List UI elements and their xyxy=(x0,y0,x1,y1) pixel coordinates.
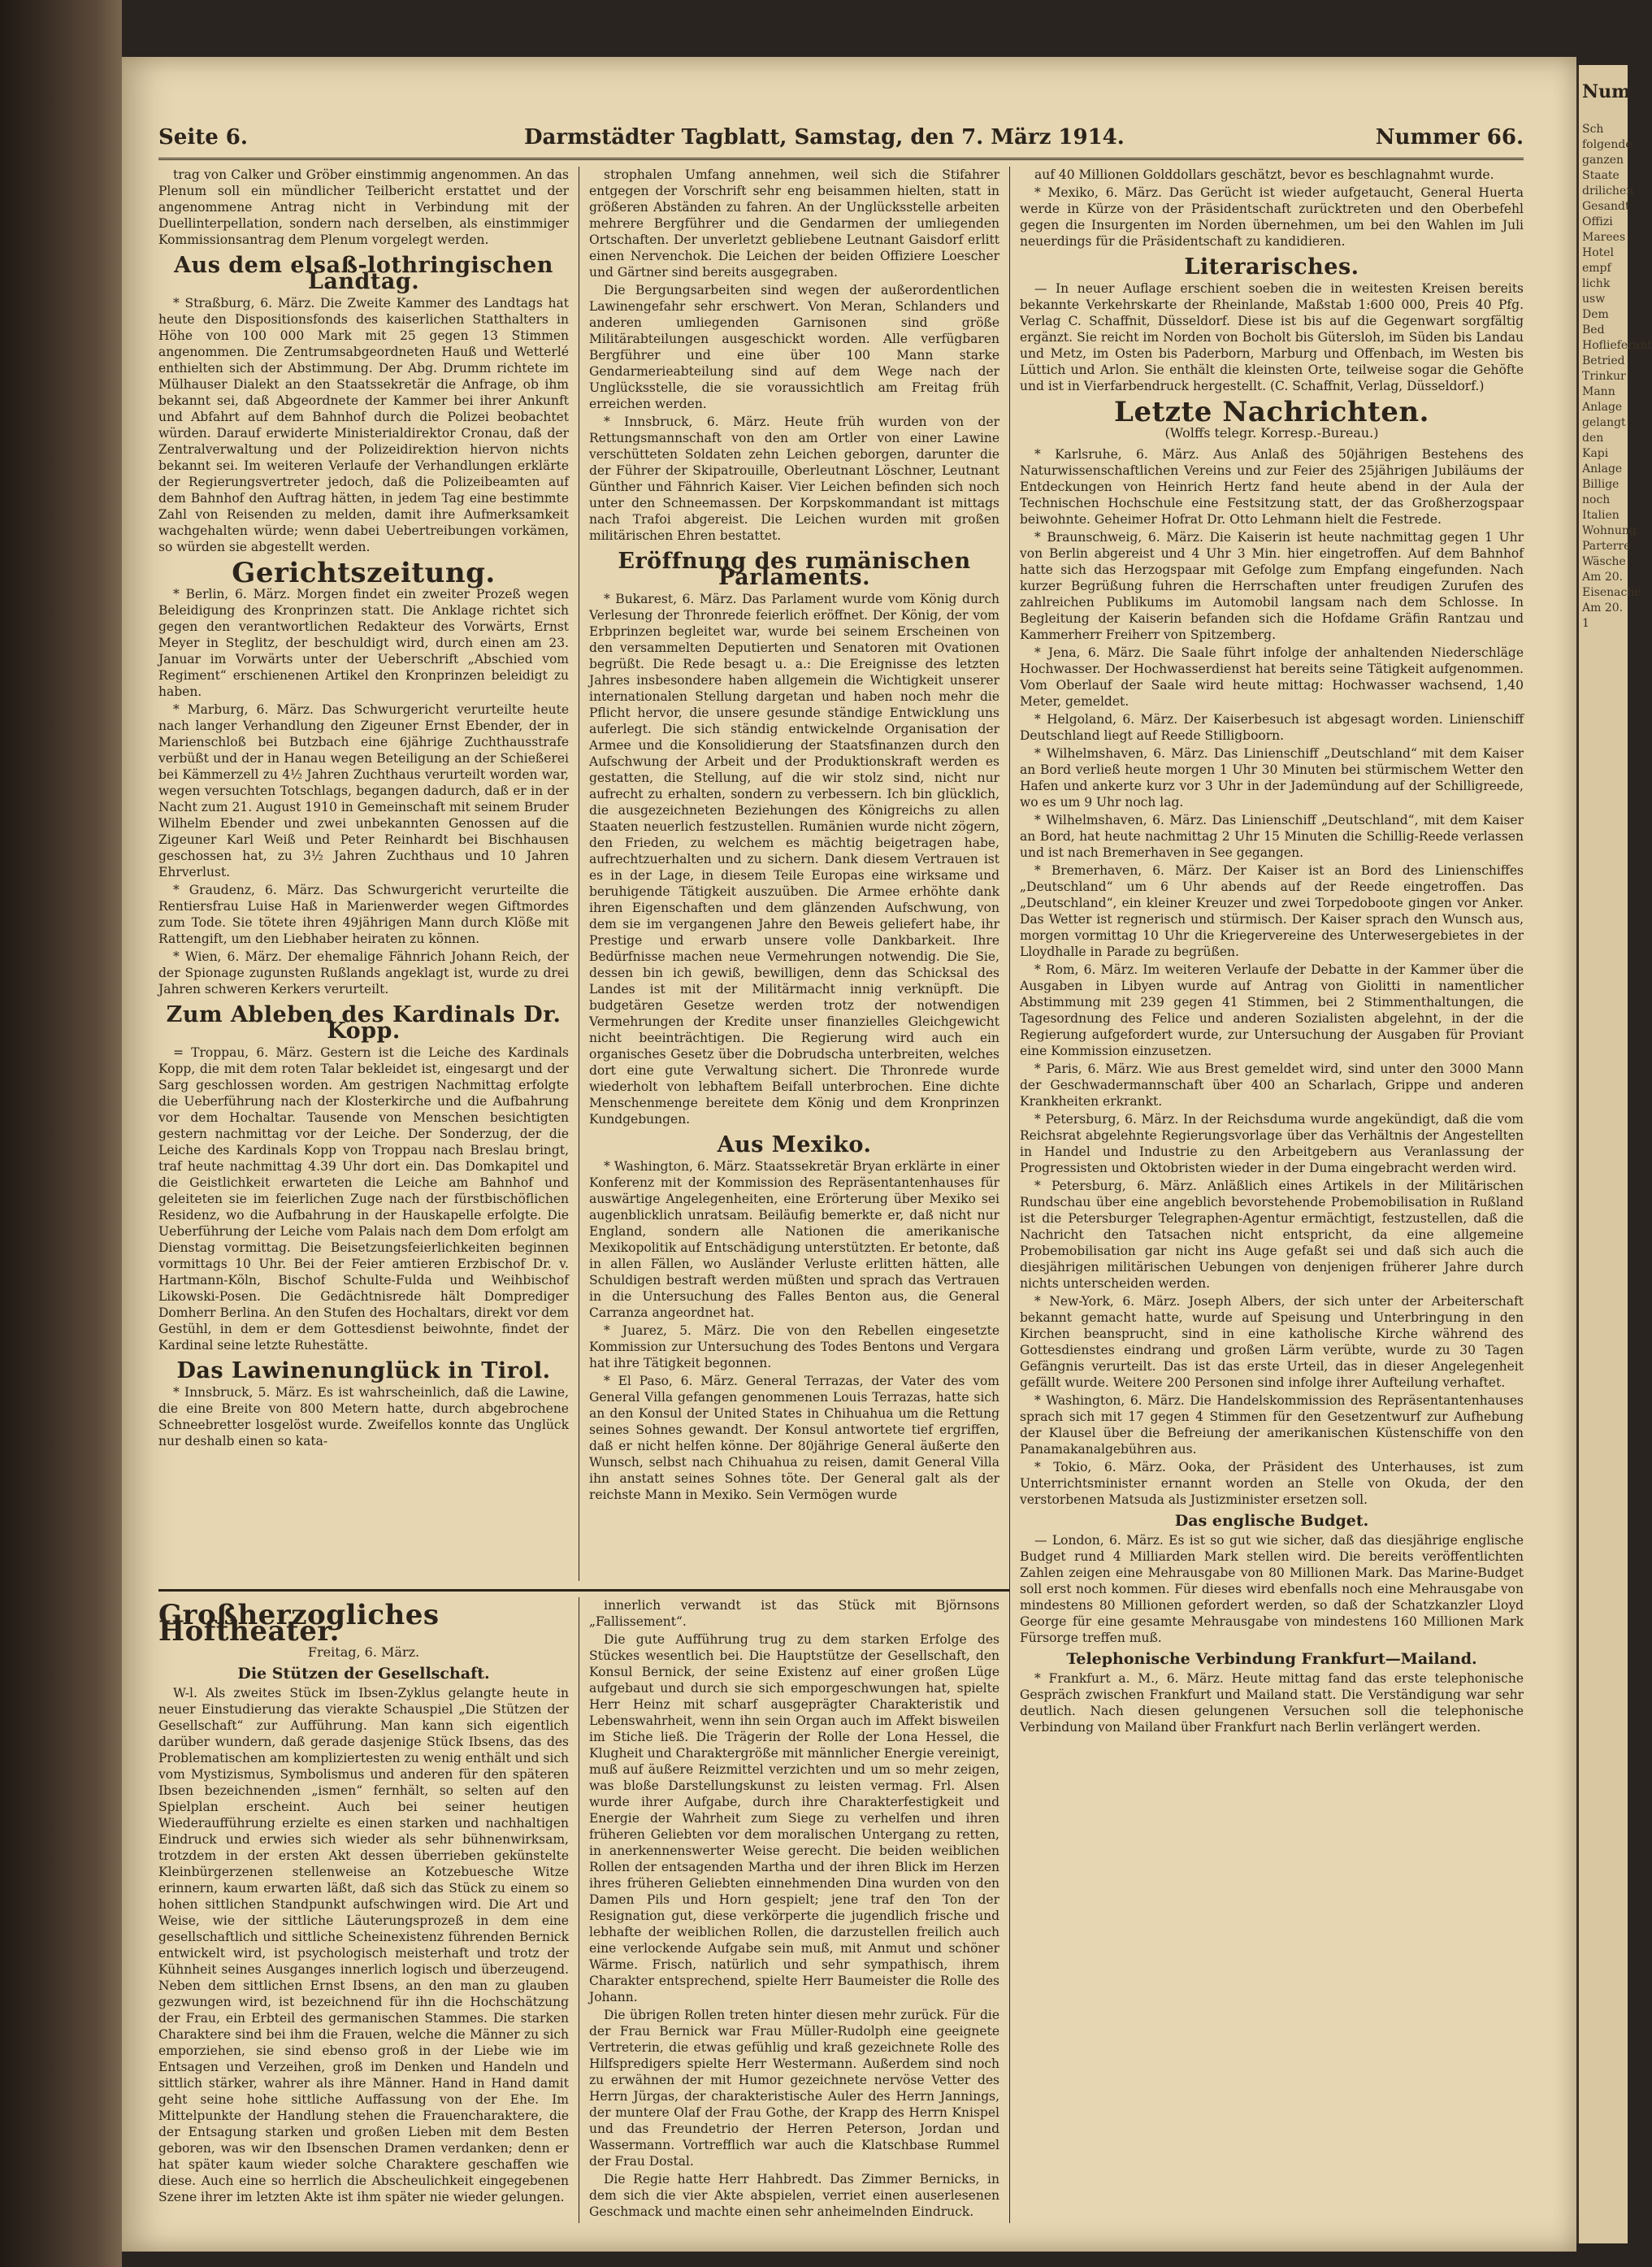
letzte-10: * Petersburg, 6. März. In der Reichsduma wurde angekündigt, daß die vom Reichsrat abgelehnte Regierungsvorlage über das Verhältnis der Angestellten in Handel und Industrie zu den Arbeitgebern aus Veranlassung der Progressisten und Oktobristen wieder in der Duma eingebracht werden wird. xyxy=(1020,1112,1524,1175)
letzte-5: * Wilhelmshaven, 6. März. Das Linienschiff „Deutschland“ mit dem Kaiser an Bord verließ heute morgen 1 Uhr 30 Minuten bei stürmischem Wetter den Hafen und ankerte kurz vor 3 Uhr in der Jademündung auf der Schilligreede, wo es um 9 Uhr noch lag. xyxy=(1020,746,1524,810)
headline-telephon: Telephonische Verbindung Frankfurt—Mailand. xyxy=(1066,1650,1477,1668)
col3-p2: * Mexiko, 6. März. Das Gerücht ist wieder aufgetaucht, General Huerta werde in Kürze von der Präsidentschaft zurücktreten und den Oberbefehl gegen die Insurgenten im Norden übernehmen, um bei den Wahlen im Juli neuerdings für die Präsidentschaft zu kandidieren. xyxy=(1020,185,1524,249)
headline-lawine: Das Lawinenunglück in Tirol. xyxy=(176,1358,551,1383)
newspaper-page xyxy=(122,57,1576,2252)
letzte-2: * Braunschweig, 6. März. Die Kaiserin ist heute nachmittag gegen 1 Uhr von Berlin abgereist und 4 Uhr 3 Min. hier eingetroffen. Auf dem Bahnhof hatte sich das Herzogspaar mit Gefolge zum Empfang eingefunden. Nach kurzer Begrüßung fuhren die Herrschaften unter freudigen Zurufen des zahlreichen Publikums im Automobil langsam nach dem Schlosse. In Begleitung der Kaiserin befanden sich die Hofdame Gräfin Rantzau und Kammerherr Freiherr von Spitzemberg. xyxy=(1020,530,1524,642)
headline-kopp: Zum Ableben des Kardinals Dr. Kopp. xyxy=(166,1002,562,1044)
article-literarisches: — In neuer Auflage erschient soeben die in weitesten Kreisen bereits bekannte Verkehrskarte der Rheinlande, Maßstab 1:600 000, Preis 40 Pfg. Verlag C. Schaffnit, Düsseldorf. Diese ist bis auf die Gegenwart sorgfältig ergänzt. Sie reicht im Norden von Bocholt bis Gütersloh, im Süden bis Landau und Metz, im Osten bis Paderborn, Marburg und Offenbach, im Westen bis Lüttich und Arlon. Sie enthält die kleinsten Orte, teilweise sogar die Gehöfte und ist in Vierfarbendruck hergestellt. (C. Schaffnit, Verlag, Düsseldorf.) xyxy=(1020,281,1524,393)
article-mexiko-1: * Washington, 6. März. Staatssekretär Bryan erklärte in einer Konferenz mit der Kommission des Repräsentantenhauses für auswärtige Angelegenheiten, eine Erörterung über Mexiko sei augenblicklich unratsam. Beiläufig bemerkte er, daß nicht nur England, sondern alle Nationen die amerikanische Mexikopolitik auf Entschädigung unterstützten. Er betonte, daß in allen Fällen, wo Ausländer Verluste erlitten hätten, alle Schuldigen bestraft werden müßten und sprach das Vertrauen in die Untersuchung des Falles Benton aus, die General Carranza angeordnet hat. xyxy=(589,1159,999,1320)
theater-column-a xyxy=(158,1597,569,2223)
article-mexiko-2: * Juarez, 5. März. Die von den Rebellen eingesetzte Kommission zur Untersuchung des Todes Bentons und Vergara hat ihre Tätigkeit begonnen. xyxy=(589,1323,999,1370)
adjacent-page-edge xyxy=(1576,65,1652,2243)
headline-hoftheater: Großherzogliches Hoftheater. xyxy=(158,1599,440,1648)
article-telephon: * Frankfurt a. M., 6. März. Heute mittag fand das erste telephonische Gespräch zwischen Frankfurt und Mailand statt. Die Verständigung war sehr deutlich. Nach diesen gelungenen Versuchen soll die telephonische Verbindung von Mailand über Frankfurt nach Berlin verlängert werden. xyxy=(1020,1671,1524,1735)
letzte-7: * Bremerhaven, 6. März. Der Kaiser ist an Bord des Linienschiffes „Deutschland“ um 6 Uhr abends auf der Reede eingetroffen. Das „Deutschland“, ein kleiner Kreuzer und zwei Torpedoboote gingen vor Anker. Das Wetter ist regnerisch und stürmisch. Der Kaiser sprach den Wunsch aus, morgen vormittag 10 Uhr die Kriegervereine des Unterwesergebietes in der Lloydhalle in Parade zu begrüßen. xyxy=(1020,863,1524,959)
article-gericht-1: * Berlin, 6. März. Morgen findet ein zweiter Prozeß wegen Beleidigung des Kronprinzen statt. Die Anklage richtet sich gegen den verantwortlichen Redakteur des Vorwärts, Ernst Meyer in Steglitz, der beschuldigt wird, durch einen am 23. Januar im Vorwärts unter der Ueberschrift „Abschied vom Regiment“ erschienenen Artikel den Kronprinzen beleidigt zu haben. xyxy=(158,587,569,699)
masthead-line: Darmstädter Tagblatt, Samstag, den 7. März 1914. xyxy=(524,125,1125,150)
article-gericht-4: * Wien, 6. März. Der ehemalige Fähnrich Johann Reich, der der Spionage zugunsten Rußlands angeklagt ist, wurde zu drei Jahren schweren Kerkers verurteilt. xyxy=(158,949,569,997)
col1-intro: trag von Calker und Gröber einstimmig angenommen. An das Plenum soll ein mündlicher Teilbericht erstattet und der angenommene Antrag nicht in Verbindung mit der Duellinterpellation, sondern nach derselben, als einstimmiger Kommissionsantrag dem Plenum vorgelegt werden. xyxy=(158,167,569,247)
letzte-14: * Tokio, 6. März. Ooka, der Präsident des Unterhauses, ist zum Unterrichtsminister ernannt worden an Stelle von Okuda, der den verstorbenen Matsuda als Justizminister ersetzen soll. xyxy=(1020,1460,1524,1507)
col2-p2: Die Bergungsarbeiten sind wegen der außerordentlichen Lawinengefahr sehr erschwert. Von Meran, Schlanders und anderen umliegenden Garnisonen sind größe Militärabteilungen ausgeschickt worden. Alle verfügbaren Bergführer und eine über 100 Mann starke Gendarmerieabteilung sind auf dem Wege nach der Unglücksstelle, die sie voraussichtlich am Freitag früh erreichen werden. xyxy=(589,283,999,411)
article-mexiko-3: * El Paso, 6. März. General Terrazas, der Vater des vom General Villa gefangen genommenen Louis Terrazas, hatte sich an den Konsul der United States in Chihuahua um die Rettung seines Sohnes gewandt. Der Konsul antwortete tief ergriffen, daß er nicht helfen könne. Der 80jährige General äußerte den Wunsch, selbst nach Chihuahua zu reisen, damit General Villa ihn anstatt seines Sohnes töte. Der General galt als der reichste Mann in Mexiko. Sein Vermögen wurde xyxy=(589,1374,999,1502)
headline-letzte-nachrichten: Letzte Nachrichten. xyxy=(1114,396,1429,428)
letzte-4: * Helgoland, 6. März. Der Kaiserbesuch ist abgesagt worden. Linienschiff Deutschland liegt auf Reede Stilligboorn. xyxy=(1020,712,1524,743)
col3-intro: auf 40 Millionen Golddollars geschätzt, bevor es beschlagnahmt wurde. xyxy=(1034,167,1494,182)
col2-p3: * Innsbruck, 6. März. Heute früh wurden von der Rettungsmannschaft von den am Ortler von einer Lawine verschütteten Soldaten zehn Leichen geborgen, darunter die der Führer der Skipatrouille, Oberleutnant Löschner, Leutnant Günther und Fähnrich Kaiser. Vier Leichen befinden sich noch unter den Schneemassen. Der Korpskommandant ist mittags nach Trafoi abgereist. Die Leichen wurden mit großen militärischen Ehren bestattet. xyxy=(589,415,999,543)
adjacent-page-header: Num xyxy=(1582,81,1631,102)
letzte-3: * Jena, 6. März. Die Saale führt infolge der anhaltenden Niederschläge Hochwasser. Der Hochwasserdienst hat bereits seine Tätigkeit aufgenommen. Vom Oberlauf der Saale wird heute mittag: Hochwasser wachsend, 1,40 Meter, gemeldet. xyxy=(1020,645,1524,709)
letzte-6: * Wilhelmshaven, 6. März. Das Linienschiff „Deutschland“, mit dem Kaiser an Bord, hat heute nachmittag 2 Uhr 15 Minuten die Schillig-Reede verlassen und ist nach Bremerhaven in See gegangen. xyxy=(1020,813,1524,860)
theater-date: Freitag, 6. März. xyxy=(307,1644,420,1660)
column-rule-2 xyxy=(1009,167,1010,2223)
article-lawine: * Innsbruck, 5. März. Es ist wahrscheinlich, daß die Lawine, die eine Breite von 800 Metern hatte, durch abgebrochene Schneebretter losgelöst wurde. Zweifellos konnte das Unglück nur deshalb einen so kata- xyxy=(158,1385,569,1448)
headline-gerichtszeitung: Gerichtszeitung. xyxy=(232,557,496,589)
theater-review-p3: Die gute Aufführung trug zu dem starken Erfolge des Stückes wesentlich bei. Die Hauptstütze der Gesellschaft, den Konsul Bernick, der seine Existenz auf einer großen Lüge aufgebaut und durch sie sich emporgeschwungen hat, spielte Herr Heinz mit scharf ausgeprägter Charakteristik und Lebenswahrheit, wenn ihn sein Organ auch im Affekt bisweilen im Stiche ließ. Die Trägerin der Rolle der Lona Hessel, die Klugheit und Charaktergröße mit männlicher Energie vereinigt, muß auf äußere Reizmittel verzichten und um so mehr zeigen, was bloße Darstellungskunst zu leisten vermag. Frl. Alsen wurde ihrer Aufgabe, durch ihre Charakterfestigkeit und Energie der Wahrheit zum Siege zu verhelfen und ihren früheren Geliebten vor dem moralischen Untergang zu retten, in anerkennenswerter Weise gerecht. Die beiden weiblichen Rollen der entsagenden Martha und der ihren Blick im Herzen ihres früheren Geliebten einnehmenden Dina wurden von den Damen Pils und Horn gespielt; jene traf den Ton der Resignation gut, diese verkörperte die jugendlich frische und lebhafte der weiblichen Rollen, die darzustellen freilich auch eine verlockende Aufgabe sein muß, mit Anmut und schöner Wärme. Frisch, natürlich und sehr sympathisch, ihrem Charakter entsprechend, spielte Herr Baumeister die Rolle des Johann. xyxy=(589,1632,999,2004)
letzte-11: * Petersburg, 6. März. Anläßlich eines Artikels in der Militärischen Rundschau über eine angeblich bevorstehende Probemobilisation in Rußland ist die Petersburger Telegraphen-Agentur ermächtigt, festzustellen, daß die Nachricht den Tatsachen nicht entspricht, da eine allgemeine Probemobilisation gar nicht ins Auge gefaßt sei und daß sich auch die diesjährigen militärischen Uebungen von denjenigen früherer Jahre durch nichts unterscheiden werden. xyxy=(1020,1179,1524,1291)
letzte-12: * New-York, 6. März. Joseph Albers, der sich unter der Arbeiterschaft bekannt gemacht hatte, wurde auf Speisung und Unterbringung in den Kirchen beansprucht, sind in eine katholische Kirche während des Gottesdienstes eindrang und großen Lärm verübte, wurde zu 30 Tagen Gefängnis verurteilt. Das ist das erste Urteil, das in dieser Angelegenheit gefällt wurde. Weitere 200 Personen sind infolge ihrer Aufteilung verhaftet. xyxy=(1020,1294,1524,1390)
theater-play-title: Die Stützen der Gesellschaft. xyxy=(237,1665,490,1683)
page-number: Seite 6. xyxy=(158,125,248,150)
headline-mexiko: Aus Mexiko. xyxy=(717,1132,872,1157)
column-2 xyxy=(589,167,999,1581)
article-landtag: * Straßburg, 6. März. Die Zweite Kammer des Landtags hat heute den Dispositionsfonds des kaiserlichen Statthalters in Höhe von 100 000 Mark mit 25 gegen 13 Stimmen angenommen. Die Zentrumsabgeordneten Hauß und Wetterlé enthielten sich der Abstimmung. Der Abg. Drumm richtete im Mülhauser Dialekt an den Staatssekretär die Anfrage, ob ihm bekannt sei, daß Abgeordnete der Kammer bei ihrer Ankunft und Abfahrt auf dem Bahnhof durch die Polizei beobachtet würden. Darauf erwiderte Ministerialdirektor Cronau, daß der Zentralverwaltung und der Polizeidirektion hiervon nichts bekannt sei. Im weiteren Verlaufe der Verhandlungen erklärte der Regierungsvertreter jedoch, daß die Polizeibeamten auf dem Bahnhof den Auftrag hätten, in jedem Tag eine bestimmte Zahl von Reisenden zu melden, damit ihre Aufmerksamkeit wachgehalten würde; wenn dabei Uebertreibungen vorkämen, so würden sie abgestellt werden. xyxy=(158,296,569,554)
page-header xyxy=(158,122,1524,160)
letzte-nachrichten-source: (Wolffs telegr. Korresp.-Bureau.) xyxy=(1164,425,1379,441)
letzte-13: * Washington, 6. März. Die Handelskommission des Repräsentantenhauses sprach sich mit 17 gegen 4 Stimmen für den Gesetzentwurf zur Aufhebung der Klausel über die Befreiung der amerikanischen Küstenschiffe von den Panamakanalgebühren aus. xyxy=(1020,1393,1524,1457)
column-1 xyxy=(158,167,569,1565)
article-gericht-3: * Graudenz, 6. März. Das Schwurgericht verurteilte die Rentiersfrau Luise Haß in Marienwerder wegen Giftmordes zum Tode. Sie tötete ihren 49jährigen Mann durch Klöße mit Rattengift, um den Liebhaber heiraten zu können. xyxy=(158,883,569,946)
feuilleton-rule xyxy=(158,1589,1009,1592)
letzte-1: * Karlsruhe, 6. März. Aus Anlaß des 50jährigen Bestehens des Naturwissenschaftlichen Vereins und zur Feier des 25jährigen Jubiläums der Entdeckungen von Heinrich Hertz fand heute abend in der Aula der Technischen Hochschule eine Festsitzung statt, der das Großherzogspaar beiwohnte. Geheimer Hofrat Dr. Otto Lehmann hielt die Festrede. xyxy=(1020,447,1524,527)
letzte-9: * Paris, 6. März. Wie aus Brest gemeldet wird, sind unter den 3000 Mann der Geschwadermannschaft über 400 an Scharlach, Grippe und anderen Krankheiten erkrankt. xyxy=(1020,1062,1524,1109)
book-binding xyxy=(0,0,122,2267)
col2-intro: strophalen Umfang annehmen, weil sich die Stifahrer entgegen der Vorschrift sehr eng beisammen hielten, statt in größeren Abständen zu fahren. An der Unglücksstelle arbeiten mehrere Bergführer und die Gendarmen der umliegenden Ortschaften. Der unverletzt gebliebene Leutnant Gaisdorf erlitt einen Nervenchok. Die Leichen der beiden Offiziere Loescher und Gärtner sind bereits ausgegraben. xyxy=(589,167,999,280)
theater-review-p2: innerlich verwandt ist das Stück mit Björnsons „Fallissement“. xyxy=(589,1598,999,1629)
theater-review-p5: Die Regie hatte Herr Hahbredt. Das Zimmer Bernicks, in dem sich die vier Akte abspielen, verriet einen auserlesenen Geschmack und machte einen sehr anheimelnden Eindruck. xyxy=(589,2172,999,2219)
theater-column-b xyxy=(589,1597,999,2223)
issue-number: Nummer 66. xyxy=(1375,125,1524,150)
article-kopp: = Troppau, 6. März. Gestern ist die Leiche des Kardinals Kopp, die mit dem roten Talar bekleidet ist, eingesargt und der Sarg geschlossen worden. Am gestrigen Nachmittag erfolgte die Ueberführung nach der Klosterkirche und die Aufbahrung vor dem Hochaltar. Tausende von Menschen besichtigten gestern nachmittag vor der Leiche. Der Sonderzug, der die Leiche des Kardinals Kopp von Troppau nach Breslau bringt, traf heute nachmittag 4.39 Uhr dort ein. Das Domkapitel und die Geistlichkeit erwarteten die Leiche am Bahnhof und geleiteten sie im feierlichen Zuge nach der fürstbischöflichen Residenz, wo die Aufbahrung in der Hauskapelle erfolgte. Die Ueberführung der Leiche vom Palais nach dem Dom erfolgt am Dienstag vormittag. Die Beisetzungsfeierlichkeiten beginnen vormittags 10 Uhr. Bei der Feier amtieren Erzbischof Dr. v. Hartmann-Köln, Bischof Schulte-Fulda und Weihbischof Likowski-Posen. Die Gedächtnisrede hält Domprediger Domherr Berlina. An den Stufen des Hochaltars, direkt vor dem Gestühl, in dem er dem Gottesdienst beiwohnte, findet der Kardinal seine letzte Ruhestätte. xyxy=(158,1045,569,1353)
column-3 xyxy=(1020,167,1524,2223)
letzte-8: * Rom, 6. März. Im weiteren Verlaufe der Debatte in der Kammer über die Ausgaben in Libyen wurde auf Antrag von Giolitti in namentlicher Abstimmung mit 239 gegen 41 Stimmen, bei 2 Stimmenthaltungen, die Tagesordnung des Felice und anderen Sozialisten abgelehnt, in der die Regierung aufgefordert wurde, zur Untersuchung der Ausgaben für Proviant eine Kommission einzusetzen. xyxy=(1020,962,1524,1058)
article-gericht-2: * Marburg, 6. März. Das Schwurgericht verurteilte heute nach langer Verhandlung den Zigeuner Ernst Ebender, der in Marienschloß bei Butzbach eine 6jährige Zuchthausstrafe verbüßt und der in Hanau wegen Beteiligung an der Schießerei bei Kämmerzell zu 4½ Jahren Zuchthaus verurteilt worden war, wegen versuchten Totschlags, begangen dadurch, daß er in der Nacht zum 21. August 1910 in Gemeinschaft mit seinem Bruder Wilhelm Ebender und zwei unbekannten Genossen auf die Zigeuner Karl Weiß und Peter Reinhardt bei Bischhausen geschossen hat, zu 3½ Jahren Zuchthaus und 10 Jahren Ehrverlust. xyxy=(158,702,569,879)
article-budget: — London, 6. März. Es ist so gut wie sicher, daß das diesjährige englische Budget rund 4 Milliarden Mark stellen wird. Die bereits veröffentlichten Zahlen zeigen eine Mehrausgabe von 80 Millionen Mark. Das Marine-Budget soll erst noch kommen. Für dieses wird ebenfalls noch eine Mehrausgabe von mindestens 80 Millionen gefordert werden, so daß der Schatzkanzler Lloyd George für eine gesamte Mehrausgabe von mindestens 160 Millionen Mark Fürsorge treffen muß. xyxy=(1020,1533,1524,1645)
headline-budget: Das englische Budget. xyxy=(1174,1512,1369,1530)
headline-rumaenien: Eröffnung des rumänischen Parlaments. xyxy=(618,549,971,590)
headline-literarisches: Literarisches. xyxy=(1184,254,1359,280)
theater-review-p1: W-l. Als zweites Stück im Ibsen-Zyklus gelangte heute in neuer Einstudierung das vierakte Schauspiel „Die Stützen der Gesellschaft“ zur Aufführung. Man kann sich eigentlich darüber wundern, daß gerade dasjenige Stück Ibsens, das des Problematischen am kompliziertesten zu wenig enthält und sich vom Mystizismus, Symbolismus und anderen für den späteren Ibsen bezeichnenden „ismen“ fernhält, so selten auf den Spielplan erscheint. Auch bei seiner heutigen Wiederaufführung erzielte es einen starken und nachhaltigen Eindruck und erwies sich wieder als sehr bühnenwirksam, trotzdem in der ersten Akt dessen überrieben gekünstelte Kleinbürgerzenen stellenweise an Kotzebuesche Witze erinnern, kaum erwarten läßt, daß sich das Stück zu einem so hohen sittlichen Standpunkt aufschwingen wird. Die Art und Weise, wie der sittliche Läuterungsprozeß in dem eine gesellschaftlich und sittliche Scheinexistenz führenden Bernick entwickelt wird, ist psychologisch meisterhaft und trotz der Kühnheit seines Ausganges innerlich logisch und überzeugend. Neben dem sittlichen Ernst Ibsens, an den man zu glauben gezwungen wird, ist bezeichnend für ihn die Hochschätzung der Frau, ein Erbteil des germanischen Stammes. Die starken Charaktere sind bei ihm die Frauen, welche die Männer zu sich emporziehen, sie sind ebenso groß in der Liebe wie im Entsagen und Verzeihen, groß im Denken und Handeln und sittlich stärker, wahrer als ihre Männer. Hand in Hand damit geht seine hohe sittliche Auffassung von der Ehe. Im Mittelpunkte der Handlung stehen die Frauencharaktere, die der Entsagung starken und großen Lieben mit dem Besten geboren, was wir den Ibsenschen Dramen verdanken; denn er hat später kaum wieder solche Charaktere geschaffen wie diese. Auch eine so herrlich die Abscheulichkeit eingegebenen Szene ihrer im letzten Akte ist ihm später nie wieder gelungen. xyxy=(158,1686,569,2204)
adjacent-page-text: Sch folgende ganzen Staate drilichen Gesandt Offizi Marees Hotel empf lichk usw Dem Bed Hoflieferant Betried Trinkur Mann Anlage gelangt den Kapi Anlage Billige noch Italien Wohnung Parterre Wäsche Am 20. Eisenache Am 20. 1 xyxy=(1582,123,1652,630)
theater-review-p4: Die übrigen Rollen treten hinter diesen mehr zurück. Für die der Frau Bernick war Frau Müller-Rudolph eine geeignete Vertreterin, die etwas gefühlig und kraß gezeichnete Rolle des Hilfspredigers spielte Herr Westermann. Außerdem sind noch zu erwähnen der mit Humor gezeichnete nervöse Vetter des Herrn Jürgas, der charakteristische Auler des Herrn Jannings, der muntere Olaf der Frau Gothe, der Krapp des Herrn Knispel und das Freundetrio der Herren Peterson, Jordan und Wassermann. Vortrefflich war auch die Klatschbase Rummel der Frau Dostal. xyxy=(589,2008,999,2169)
headline-landtag: Aus dem elsaß-lothringischen Landtag. xyxy=(174,253,553,294)
article-rumaenien: * Bukarest, 6. März. Das Parlament wurde vom König durch Verlesung der Thronrede feierlich eröffnet. Der König, der vom Erbprinzen begleitet war, wurde bei seinem Erscheinen von den versammelten Deputierten und Senatoren mit Ovationen begrüßt. Die Rede besagt u. a.: Die Ereignisse des letzten Jahres insbesondere haben allgemein die Wichtigkeit unserer internationalen Stellung dargetan und haben noch mehr die Pflicht hervor, die unsere gesunde ständige Entwicklung uns auferlegt. Die sich ständig entwickelnde Organisation der Armee und die Konsolidierung der Staatsfinanzen durch den Aufschwung der Arbeit und der Produktionskraft werden es gestatten, die Stellung, auf die wir stolz sind, nicht nur aufrecht zu erhalten, sondern zu verbessern. Ich bin glücklich, die ausgezeichneten Beziehungen des Königreichs zu allen Staaten neuerlich festzustellen. Rumänien wurde nicht zögern, den Frieden, zu welchem es mächtig beigetragen habe, aufrechtzuerhalten und zu sichern. Dank diesem Vertrauen ist es in der Lage, in diesem Teile Europas eine wirksame und beruhigende Tätigkeit auszuüben. Die Armee erhöhte dank ihren Eigenschaften und dem glänzenden Aufschwung, von dem sie im vergangenen Jahre den Beweis geliefert habe, ihr Prestige und erwarb unsere volle Dankbarkeit. Ihre Bedürfnisse machen neue Vermehrungen notwendig. Die Sie, dessen bin ich gewiß, bewilligen, denn das Schicksal des Landes ist mit der Militärmacht innig verknüpft. Die budgetären Gesetze werden trotz der notwendigen Vermehrungen der Kredite unser finanzielles Gleichgewicht nicht beeinträchtigen. Die Regierung wird auch ein organisches Gesetz über die Dobrudscha unterbreiten, welches dort eine gute Verwaltung sichert. Die Thronrede wurde wiederholt von lebhaftem Beifall unterbrochen. Eine dichte Menschenmenge bereitete dem König und dem Kronprinzen Kundgebungen. xyxy=(589,592,999,1127)
